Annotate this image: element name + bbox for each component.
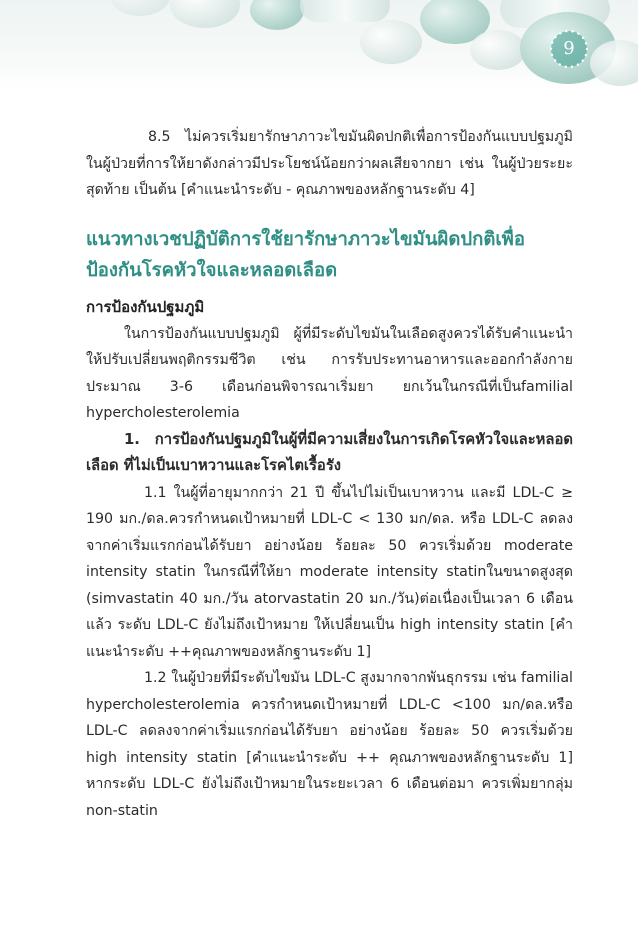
page-content <box>86 124 573 824</box>
pill-shape <box>590 40 638 86</box>
pill-shape <box>250 0 304 30</box>
section-title: แนวทางเวชปฏิบัติการใช้ยารักษาภาวะไขมันผิดปกติเพื่อป้องกันโรคหัวใจและหลอดเลือด <box>86 228 525 281</box>
pill-shape <box>110 0 170 16</box>
pill-shape <box>170 0 240 28</box>
paragraph-8-5: 8.5 ไม่ควรเริ่มยารักษาภาวะไขมันผิดปกติเพื่อการป้องกันแบบปฐมภูมิในผู้ป่วยที่การให้ยาดังกล่าวมีประโยชน์น้อยกว่าผลเสียจากยา เช่น ในผู้ป่วยระยะสุดท้าย เป็นต้น [คำแนะนำระดับ - คุณภาพของหลักฐานระดับ 4] <box>86 129 573 198</box>
primary-prevention-heading: การป้องกันปฐมภูมิ <box>86 297 205 316</box>
pill-shape <box>470 30 526 70</box>
primary-prevention-intro: ในการป้องกันแบบปฐมภูมิ ผู้ที่มีระดับไขมันในเลือดสูงควรได้รับคำแนะนำให้ปรับเปลี่ยนพฤติกรรมชีวิต เช่น การรับประทานอาหารและออกกำลังกาย ประมาณ 3-6 เดือนก่อนพิจารณาเริ่มยา ยกเว้นในกรณีที่เป็นfamilial hypercholesterolemia <box>86 325 573 421</box>
item-1-2: 1.2 ในผู้ป่วยที่มีระดับไขมัน LDL-C สูงมากจากพันธุกรรม เช่น familial hypercholesterolemia ควรกำหนดเป้าหมายที่ LDL-C <100 มก/ดล.หรือ LDL-C ลดลงจากค่าเริ่มแรกก่อนได้รับยา อย่างน้อย ร้อยละ 50 ควรเริ่มด้วย high intensity statin [คำแนะนำระดับ ++ คุณภาพของหลักฐานระดับ 1] หากระดับ LDL-C ยังไม่ถึงเป้าหมายในระยะเวลา 6 เดือนต่อมา ควรเพิ่มยากลุ่ม non-statin <box>86 670 573 819</box>
page-number-badge <box>548 26 590 72</box>
pill-shape <box>300 0 390 22</box>
pill-shape <box>360 20 422 64</box>
header-banner <box>0 0 638 92</box>
page-number: 9 <box>563 38 575 59</box>
item-1-1: 1.1 ในผู้ที่อายุมากกว่า 21 ปี ขึ้นไปไม่เป็นเบาหวาน และมี LDL-C ≥ 190 มก./ดล.ควรกำหนดเป้าหมายที่ LDL-C < 130 มก/ดล. หรือ LDL-C ลดลงจากค่าเริ่มแรกก่อนได้รับยา อย่างน้อย ร้อยละ 50 ควรเริ่มด้วย moderate intensity statin ในกรณีที่ให้ยา moderate intensity statinในขนาดสูงสุด (simvastatin 40 มก./วัน atorvastatin 20 มก./วัน)ต่อเนื่องเป็นเวลา 6 เดือนแล้ว ระดับ LDL-C ยังไม่ถึงเป้าหมาย ให้เปลี่ยนเป็น high intensity statin [คำแนะนำระดับ ++คุณภาพของหลักฐานระดับ 1] <box>86 484 573 660</box>
item-1-heading: 1. การป้องกันปฐมภูมิในผู้ที่มีความเสี่ยงในการเกิดโรคหัวใจและหลอดเลือด ที่ไม่เป็นเบาหวานและโรคไตเรื้อรัง <box>86 430 573 474</box>
